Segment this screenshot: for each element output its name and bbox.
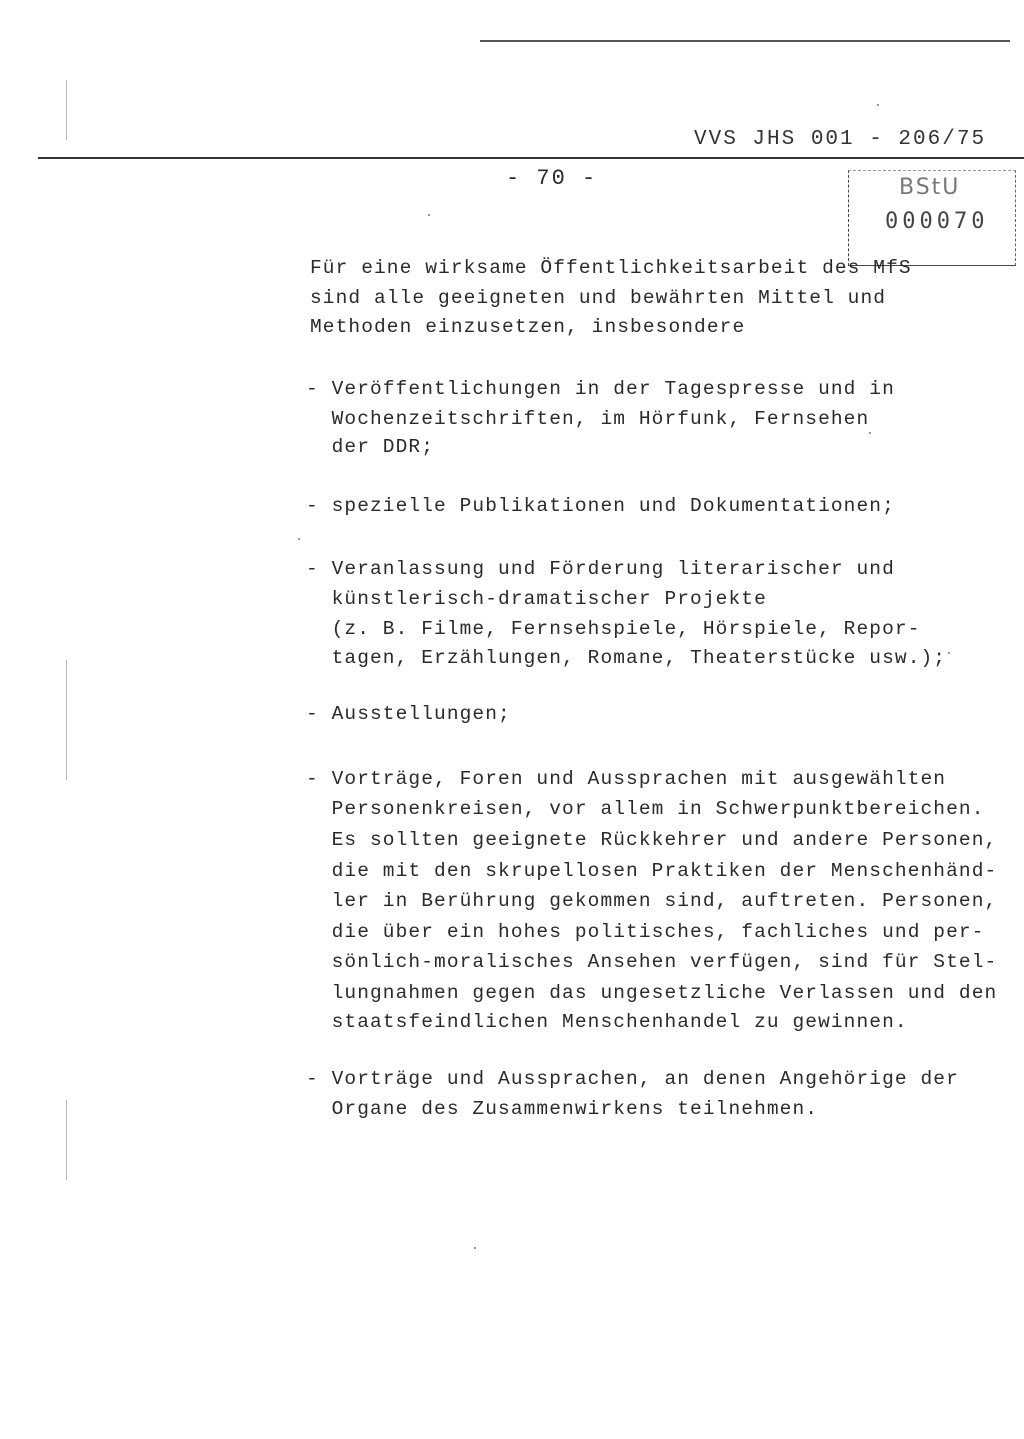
- list-item-line: Wochenzeitschriften, im Hörfunk, Fernsehen: [306, 408, 870, 430]
- page-number: - 70 -: [506, 166, 598, 191]
- scan-speck: [877, 104, 879, 106]
- scan-speck: [474, 1247, 476, 1249]
- list-item-line: (z. B. Filme, Fernsehspiele, Hörspiele, Repor-: [306, 618, 921, 640]
- intro-line: Methoden einzusetzen, insbesondere: [310, 316, 746, 338]
- intro-line: Für eine wirksame Öffentlichkeitsarbeit des MfS: [310, 257, 912, 279]
- scan-margin-mark: [66, 660, 67, 780]
- scan-top-rule: [480, 40, 1010, 42]
- document-reference: VVS JHS 001 - 206/75: [694, 128, 987, 151]
- list-item-line: sönlich-moralisches Ansehen verfügen, sind für Stel-: [306, 951, 998, 973]
- list-item-line: ler in Berührung gekommen sind, auftreten. Personen,: [306, 890, 998, 912]
- list-item-line: - Vorträge und Aussprachen, an denen Angehörige der: [306, 1068, 959, 1090]
- list-item-line: die über ein hohes politisches, fachliches und per-: [306, 921, 985, 943]
- header-rule: [38, 157, 1024, 159]
- stamp-line-2: 000070: [885, 209, 989, 234]
- list-item-line: - Vorträge, Foren und Aussprachen mit ausgewählten: [306, 768, 947, 790]
- scan-margin-mark: [66, 80, 67, 140]
- archive-stamp: [848, 170, 1016, 266]
- scan-speck: [428, 214, 430, 216]
- list-item-line: lungnahmen gegen das ungesetzliche Verlassen und den: [306, 982, 998, 1004]
- scan-speck: [948, 652, 950, 654]
- list-item-line: der DDR;: [306, 436, 435, 458]
- intro-line: sind alle geeigneten und bewährten Mittel und: [310, 287, 887, 309]
- list-item-line: künstlerisch-dramatischer Projekte: [306, 588, 767, 610]
- list-item-line: - Ausstellungen;: [306, 703, 511, 725]
- list-item-line: Es sollten geeignete Rückkehrer und andere Personen,: [306, 829, 998, 851]
- scan-speck: [298, 538, 300, 540]
- list-item-line: - spezielle Publikationen und Dokumentationen;: [306, 495, 895, 517]
- list-item-line: die mit den skrupellosen Praktiken der Menschenhänd-: [306, 860, 998, 882]
- list-item-line: - Veranlassung und Förderung literarischer und: [306, 558, 895, 580]
- list-item-line: staatsfeindlichen Menschenhandel zu gewinnen.: [306, 1011, 908, 1033]
- list-item-line: Personenkreisen, vor allem in Schwerpunktbereichen.: [306, 798, 985, 820]
- list-item-line: - Veröffentlichungen in der Tagespresse und in: [306, 378, 895, 400]
- stamp-line-1: BStU: [899, 175, 961, 200]
- list-item-line: tagen, Erzählungen, Romane, Theaterstücke usw.);: [306, 647, 947, 669]
- list-item-line: Organe des Zusammenwirkens teilnehmen.: [306, 1098, 819, 1120]
- scan-margin-mark: [66, 1100, 67, 1180]
- scan-speck: [869, 432, 871, 434]
